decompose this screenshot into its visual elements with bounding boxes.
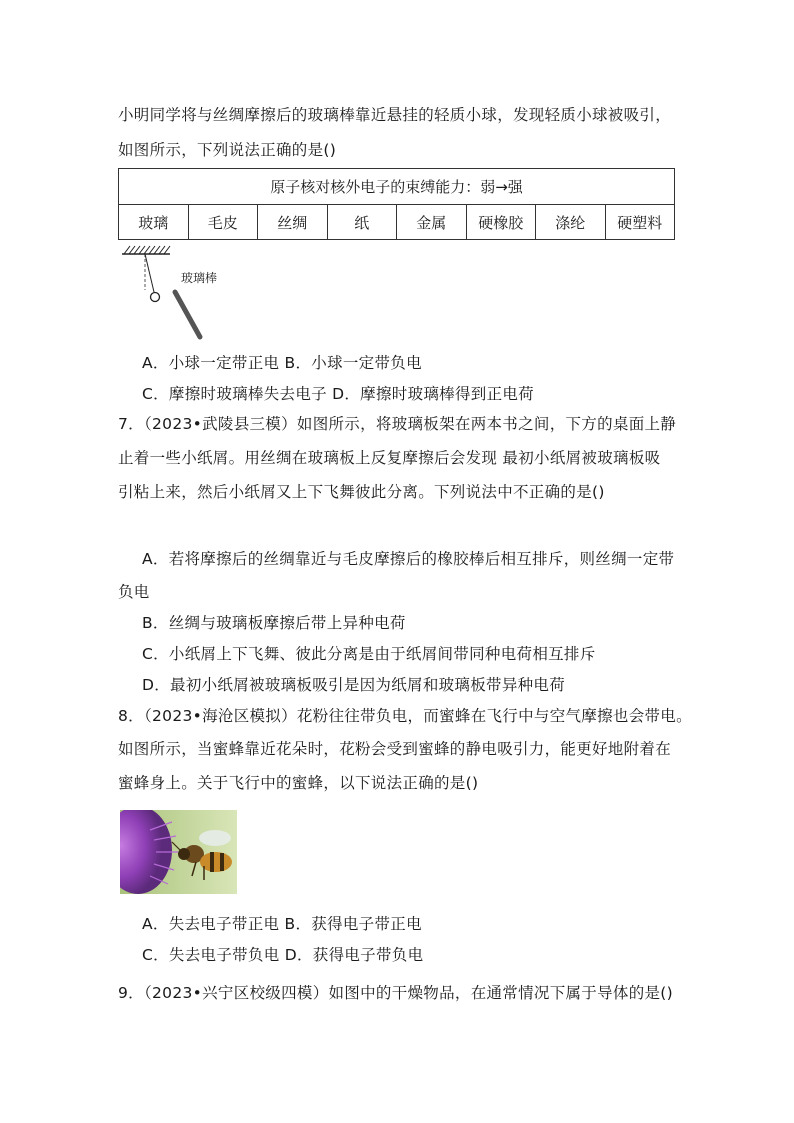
table-cell-hard-rubber: 硬橡胶 [467,205,537,240]
bee-flower-photo [120,810,237,894]
q6-stem-line2: 如图所示，下列说法正确的是() [118,141,337,159]
q8-stem-line2: 如图所示，当蜜蜂靠近花朵时，花粉会受到蜜蜂的静电吸引力，能更好地附着在 [118,740,672,758]
table-cell-metal: 金属 [397,205,467,240]
table-row [119,205,674,240]
q6-options-cd: C．摩擦时玻璃棒失去电子 D．摩擦时玻璃棒得到正电荷 [142,385,534,403]
table-header: 原子核对核外电子的束缚能力：弱→强 [119,169,674,205]
table-cell-hard-plastic: 硬塑料 [617,214,663,232]
q6-options-ab: A．小球一定带正电 B．小球一定带负电 [142,354,422,372]
pendulum-figure [118,240,238,345]
pendulum-thread [145,254,154,292]
table-cell-polyester: 涤纶 [536,205,606,240]
table-cell-fur: 毛皮 [189,205,259,240]
q6-stem-line1: 小明同学将与丝绸摩擦后的玻璃棒靠近悬挂的轻质小球，发现轻质小球被吸引， [118,106,672,124]
q7-stem-line1: 7．（2023•武陵县三模）如图所示，将玻璃板架在两本书之间，下方的桌面上静 [118,415,677,433]
q8-stem-line3: 蜜蜂身上。关于飞行中的蜜蜂，以下说法正确的是() [118,774,479,792]
q8-options-ab: A．失去电子带正电 B．获得电子带正电 [142,915,422,933]
q7-stem-line2: 止着一些小纸屑。用丝绸在玻璃板上反复摩擦后会发现 最初小纸屑被玻璃板吸 [118,449,661,467]
table-cell-silk: 丝绸 [258,205,328,240]
q7-option-c: C．小纸屑上下飞舞、彼此分离是由于纸屑间带同种电荷相互排斥 [142,645,596,663]
glass-rod-label: 玻璃棒 [181,271,218,285]
q7-option-d: D．最初小纸屑被玻璃板吸引是因为纸屑和玻璃板带异种电荷 [142,676,566,694]
glass-rod [175,292,200,337]
electron-binding-table [118,168,675,240]
table-cell-paper: 纸 [328,205,398,240]
ceiling-hatch [124,246,170,254]
q8-options-cd: C．失去电子带负电 D．获得电子带负电 [142,946,424,964]
q7-option-a-line2: 负电 [118,583,150,601]
light-ball [151,293,160,302]
table-cell-glass: 玻璃 [119,205,189,240]
q7-option-b: B．丝绸与玻璃板摩擦后带上异种电荷 [142,614,406,632]
q7-option-a-line1: A．若将摩擦后的丝绸靠近与毛皮摩擦后的橡胶棒后相互排斥，则丝绸一定带 [142,550,675,568]
q8-stem-line1: 8．（2023•海沧区模拟）花粉往往带负电，而蜜蜂在飞行中与空气摩擦也会带电。 [118,707,692,725]
q7-stem-line3: 引粘上来，然后小纸屑又上下飞舞彼此分离。下列说法中不正确的是() [118,483,605,501]
q9-stem-line1: 9．（2023•兴宁区校级四模）如图中的干燥物品，在通常情况下属于导体的是() [118,984,673,1002]
